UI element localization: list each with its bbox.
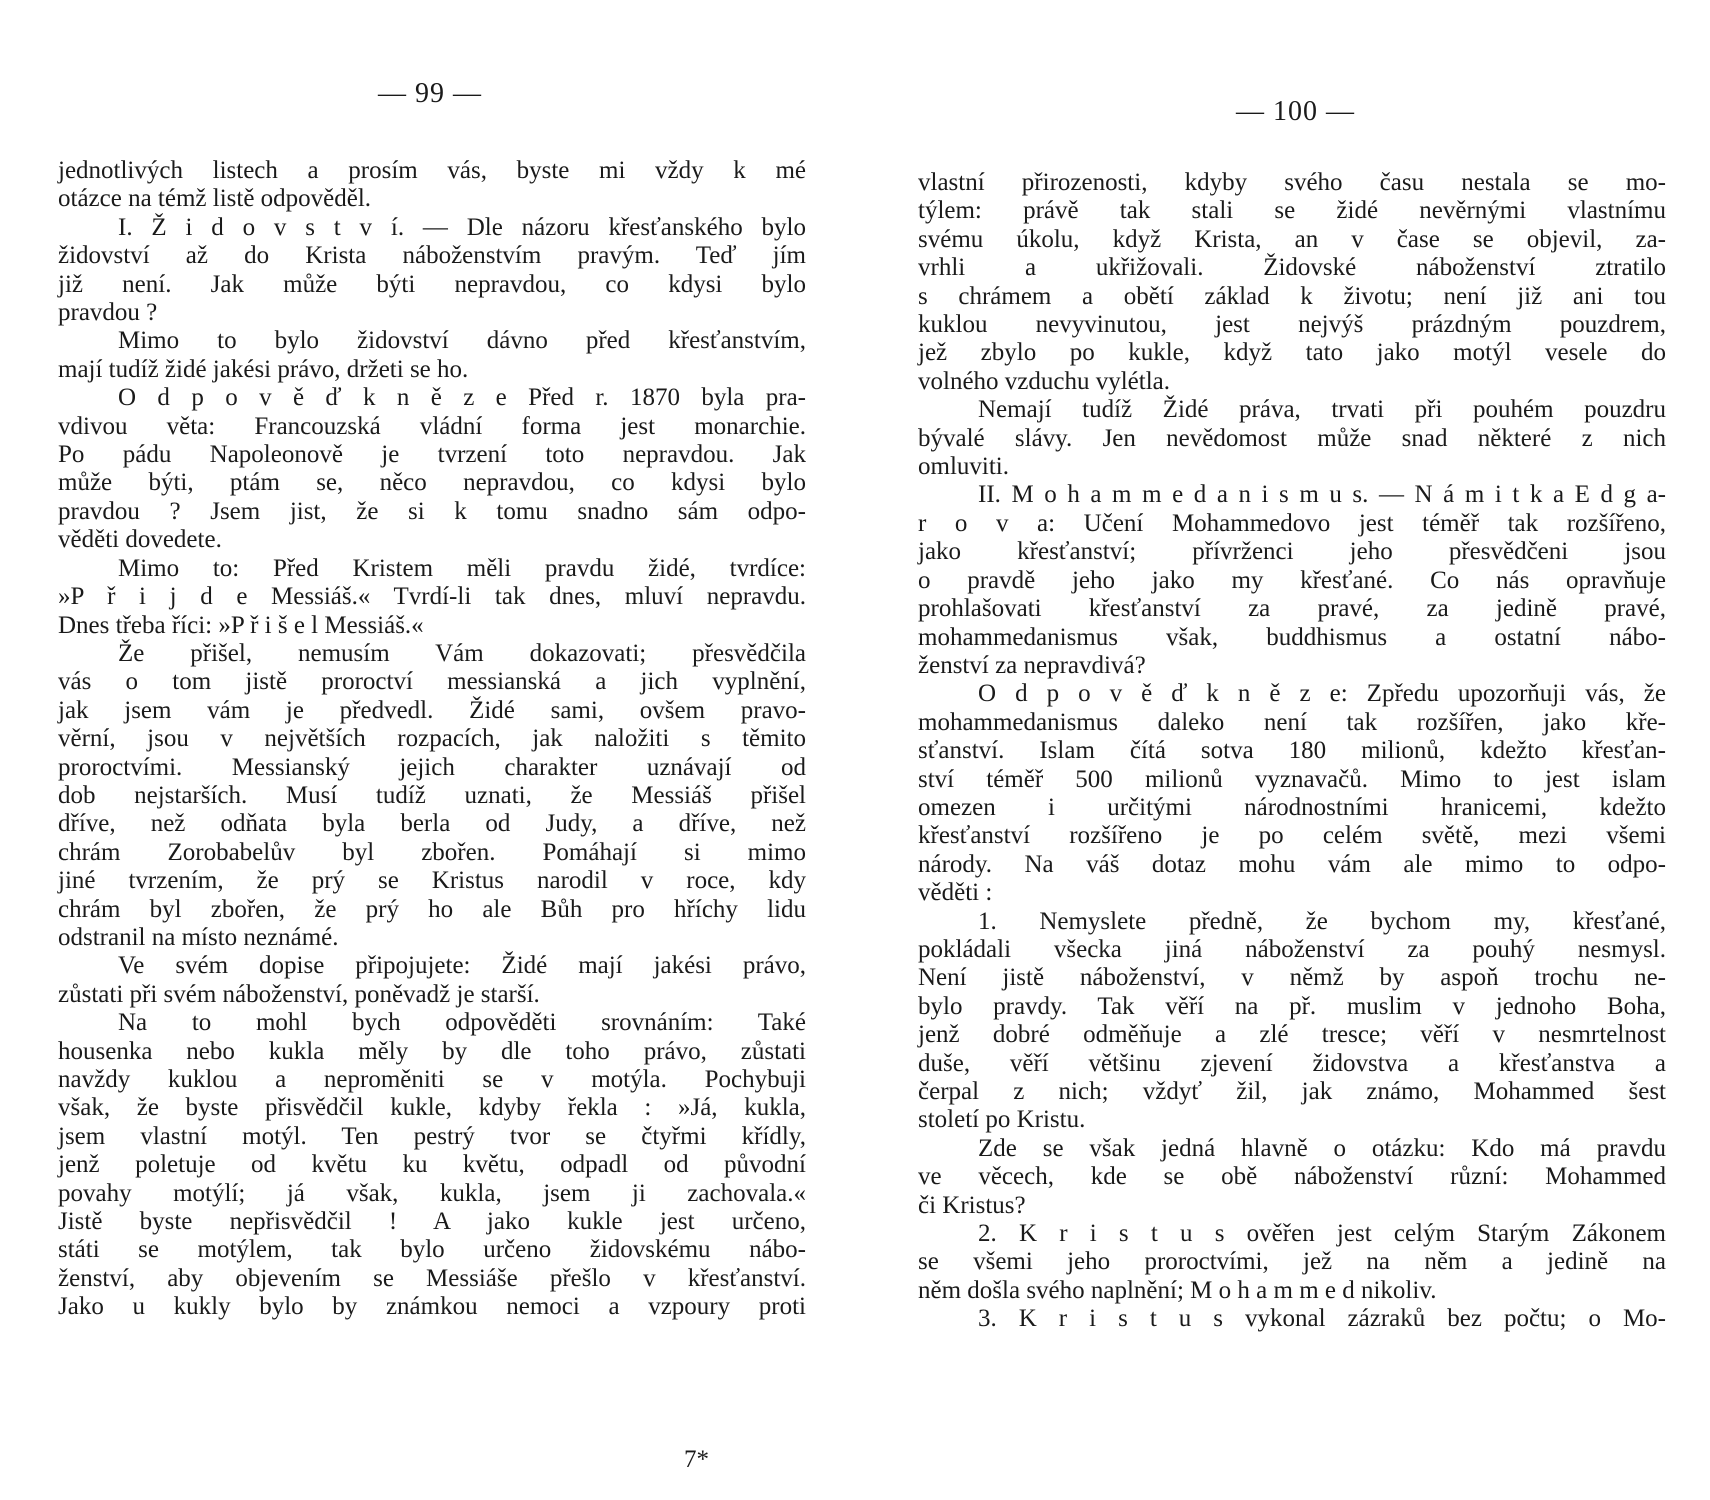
text-line: Dnes třeba říci: »P ř i š e l Messiáš.« <box>58 611 424 639</box>
text-line: povahy motýlí; já však, kukla, jsem ji zachovala.« <box>58 1179 806 1207</box>
text-line: chrám byl zbořen, že prý ho ale Bůh pro hříchy lidu <box>58 895 806 923</box>
text-line: svému úkolu, když Krista, an v čase se objevil, za- <box>918 225 1666 253</box>
text-line: 1. Nemyslete předně, že bychom my, křesťané, <box>978 907 1666 935</box>
text-line: Není jistě náboženství, v němž by aspoň trochu ne- <box>918 964 1666 992</box>
text-line: navždy kuklou a neproměniti se v motýla. Pochybuji <box>58 1066 806 1093</box>
text-line: židovství až do Krista náboženstvím pravým. Teď jím <box>58 242 806 270</box>
text-line: dob nejstarších. Musí tudíž uznati, že Messiáš přišel <box>58 781 806 809</box>
text-line: Jistě byste nepřisvědčil ! A jako kukle jest určeno, <box>58 1208 806 1236</box>
text-line: či Kristus? <box>918 1191 1026 1219</box>
text-line: s chrámem a obětí základ k životu; není již ani tou <box>918 282 1666 310</box>
text-line: mohammedanismus daleko není tak rozšířen, jako kře- <box>918 708 1666 736</box>
text-line: vás o tom jistě proroctví messianská a jich vyplnění, <box>58 668 806 696</box>
page-text <box>58 157 806 1322</box>
text-line: jako křesťanství; přívrženci jeho přesvědčeni jsou <box>918 538 1666 566</box>
text-line: bylo pravdy. Tak věří na př. muslim v jednoho Boha, <box>918 992 1666 1020</box>
right-page <box>918 0 1666 1500</box>
text-line: O d p o v ě ď k n ě z e Před r. 1870 byla pra- <box>118 384 806 412</box>
text-line: o pravdě jeho jako my křesťané. Co nás opravňuje <box>918 566 1666 594</box>
text-line: Mimo to bylo židovství dávno před křesťanstvím, <box>118 327 806 355</box>
text-line: odstranil na místo neznámé. <box>58 923 339 951</box>
text-line: pravdou ? <box>58 299 158 327</box>
text-line: dříve, než odňata byla berla od Judy, a dříve, než <box>58 810 806 838</box>
text-line: se všemi jeho proroctvími, jež na něm a jedině na <box>918 1248 1666 1276</box>
text-line: Mimo to: Před Kristem měli pravdu židé, tvrdíce: <box>118 554 806 582</box>
text-line: 3. K r i s t u s vykonal zázraků bez počtu; o Mo- <box>978 1305 1666 1333</box>
text-line: housenka nebo kukla měly by dle toho právo, zůstati <box>58 1037 806 1065</box>
text-line: pravdou ? Jsem jist, že si k tomu snadno sám odpo- <box>58 497 806 525</box>
text-line: věrní, jsou v největších rozpacích, jak naložiti s těmito <box>58 725 806 753</box>
text-line: Že přišel, nemusím Vám dokazovati; přesvědčila <box>118 639 806 667</box>
text-line: Po pádu Napoleonově je tvrzení toto nepravdou. Jak <box>58 441 806 469</box>
text-line: jež zbylo po kukle, když tato jako motýl vesele do <box>918 339 1666 367</box>
text-line: prohlašovati křesťanství za pravé, za jedině pravé, <box>918 595 1666 623</box>
left-page <box>58 0 806 1500</box>
text-line: století po Kristu. <box>918 1106 1086 1134</box>
text-line: čerpal z nich; vždyť žil, jak známo, Mohammed šest <box>918 1078 1666 1105</box>
text-line: státi se motýlem, tak bylo určeno židovskému nábo- <box>58 1236 806 1264</box>
text-line: jenž dobré odměňuje a zlé tresce; věří v nesmrtelnost <box>918 1021 1666 1049</box>
signature-mark: 7* <box>684 1446 709 1473</box>
page-text <box>918 169 1666 1334</box>
text-line: I. Ž i d o v s t v í. — Dle názoru křesťanského bylo <box>118 213 806 241</box>
text-line: Jako u kukly bylo by známkou nemoci a vzpoury proti <box>58 1293 806 1321</box>
text-line: chrám Zorobabelův byl zbořen. Pomáhají si mimo <box>58 838 806 866</box>
text-line: jsem vlastní motýl. Ten pestrý tvor se čtyřmi křídly, <box>58 1122 806 1150</box>
text-line: Zde se však jedná hlavně o otázku: Kdo má pravdu <box>978 1134 1666 1162</box>
text-line: 2. K r i s t u s ověřen jest celým Starým Zákonem <box>978 1220 1666 1248</box>
text-line: již není. Jak může býti nepravdou, co kdysi bylo <box>58 270 806 298</box>
text-line: sťanství. Islam čítá sotva 180 milionů, kdežto křesťan- <box>918 737 1666 765</box>
text-line: omluviti. <box>918 453 1009 481</box>
text-line: jiné tvrzením, že prý se Kristus narodil v roce, kdy <box>58 867 806 895</box>
text-line: Nemají tudíž Židé práva, trvati při pouhém pouzdru <box>978 396 1666 424</box>
text-line: »P ř i j d e Messiáš.« Tvrdí-li tak dnes, mluví nepravdu. <box>58 583 806 611</box>
text-line: jednotlivých listech a prosím vás, byste mi vždy k mé <box>58 157 806 184</box>
text-line: bývalé slávy. Jen nevědomost může snad některé z nich <box>918 424 1666 452</box>
text-line: kuklou nevyvinutou, jest nejvýš prázdným pouzdrem, <box>918 311 1666 339</box>
text-line: ství téměř 500 milionů vyznavačů. Mimo to jest islam <box>918 765 1666 793</box>
text-line: Ve svém dopise připojujete: Židé mají jakési právo, <box>118 952 806 980</box>
text-line: vdivou věta: Francouzská vládní forma jest monarchie. <box>58 412 806 440</box>
text-line: ženství za nepravdivá? <box>918 651 1146 679</box>
text-line: národy. Na váš dotaz mohu vám ale mimo to odpo- <box>918 850 1666 878</box>
page-number: — 100 — <box>1236 96 1355 127</box>
text-line: O d p o v ě ď k n ě z e: Zpředu upozorňuji vás, že <box>978 680 1666 708</box>
text-line: věděti dovedete. <box>58 526 222 554</box>
text-line: zůstati při svém náboženství, poněvadž je starší. <box>58 980 540 1008</box>
text-line: jak jsem vám je předvedl. Židé sami, ovšem pravo- <box>58 696 806 724</box>
text-line: věděti : <box>918 879 993 907</box>
text-line: však, že byste přisvědčil kukle, kdyby řekla : »Já, kukla, <box>58 1094 806 1122</box>
text-line: křesťanství rozšířeno je po celém světě, mezi všemi <box>918 822 1666 850</box>
text-line: II. M o h a m m e d a n i s m u s. — N á m i t k a E d g a- <box>978 481 1666 509</box>
text-line: otázce na témž listě odpověděl. <box>58 185 372 213</box>
text-line: proroctvími. Messianský jejich charakter uznávají od <box>58 753 806 781</box>
text-line: r o v a: Učení Mohammedovo jest téměř tak rozšířeno, <box>918 509 1666 537</box>
text-line: volného vzduchu vylétla. <box>918 367 1171 395</box>
text-line: může býti, ptám se, něco nepravdou, co kdysi bylo <box>58 469 806 497</box>
text-line: týlem: právě tak stali se židé nevěrnými vlastnímu <box>918 197 1666 225</box>
text-line: ve věcech, kde se obě náboženství různí: Mohammed <box>918 1163 1666 1191</box>
text-line: Na to mohl bych odpověděti srovnáním: Také <box>118 1009 806 1037</box>
text-line: něm došla svého naplnění; M o h a m m e d nikoliv. <box>918 1276 1437 1304</box>
text-line: vrhli a ukřižovali. Židovské náboženství ztratilo <box>918 254 1666 282</box>
text-line: mohammedanismus však, buddhismus a ostatní nábo- <box>918 623 1666 651</box>
text-line: vlastní přirozenosti, kdyby svého času nestala se mo- <box>918 169 1666 196</box>
page-number: — 99 — <box>378 78 482 109</box>
text-line: omezen i určitými národnostními hranicemi, kdežto <box>918 793 1666 821</box>
text-line: pokládali všecka jiná náboženství za pouhý nesmysl. <box>918 935 1666 963</box>
text-line: jenž poletuje od květu ku květu, odpadl od původní <box>58 1151 806 1179</box>
text-line: duše, věří většinu zjevení židovstva a křesťanstva a <box>918 1049 1666 1077</box>
text-line: ženství, aby objevením se Messiáše přešlo v křesťanství. <box>58 1264 806 1292</box>
text-line: mají tudíž židé jakési právo, držeti se ho. <box>58 355 469 383</box>
